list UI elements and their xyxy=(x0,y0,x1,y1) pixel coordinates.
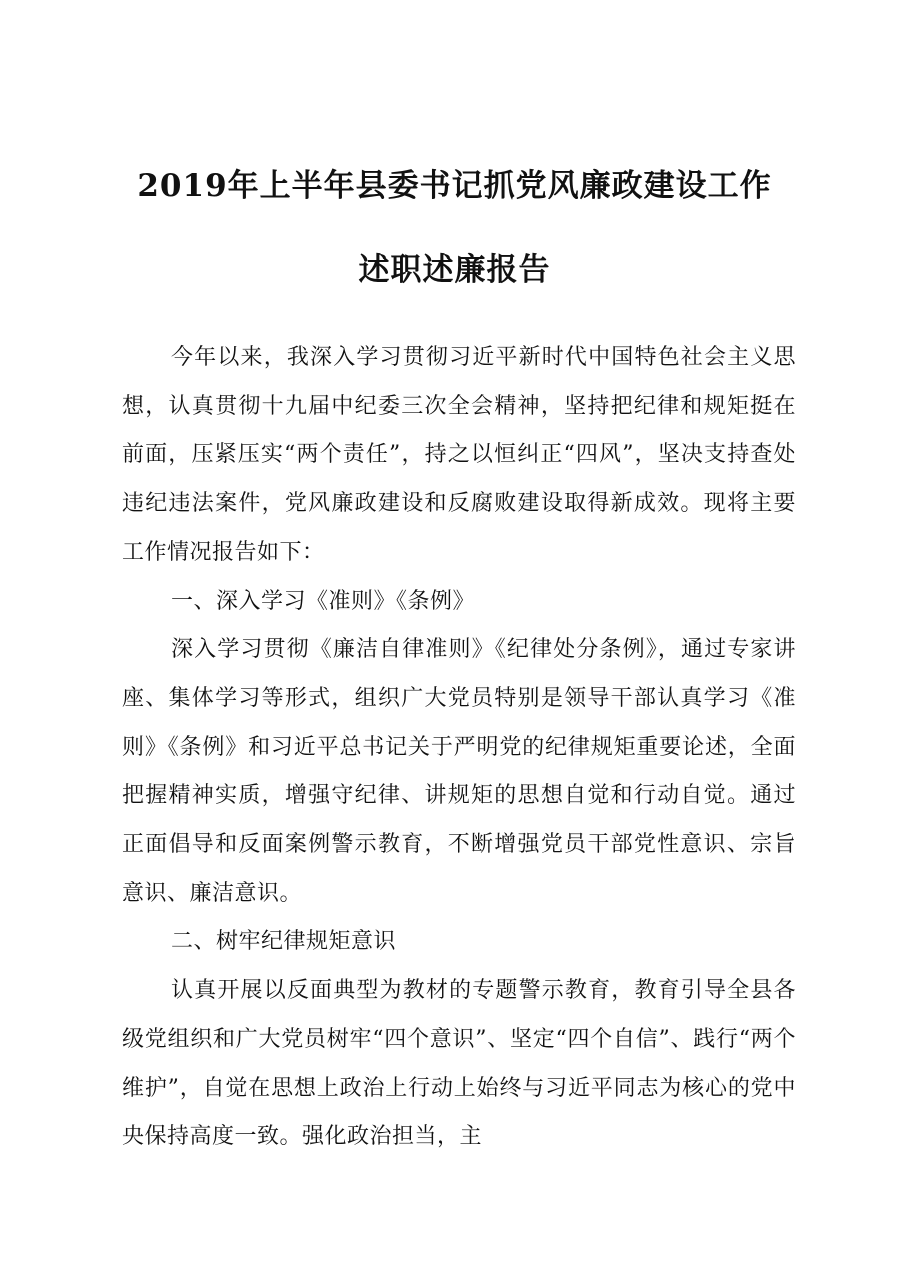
document-title-line-1: 2019年上半年县委书记抓党风廉政建设工作 xyxy=(137,168,772,204)
section-heading-2: 二、树牢纪律规矩意识 xyxy=(171,929,397,955)
document-title-line-2: 述职述廉报告 xyxy=(358,252,551,288)
section-2-paragraph: 认真开展以反面典型为教材的专题警示教育，教育引导全县各级党组织和广大党员树牢“四个意识”、坚定“四个自信”、践行“两个维护”，自觉在思想上政治上行动上始终与习近平同志为核心的党中央保持高度一致。强化政治担当，主 xyxy=(122,978,796,1150)
intro-paragraph: 今年以来，我深入学习贯彻习近平新时代中国特色社会主义思想，认真贯彻十九届中纪委三次全会精神，坚持把纪律和规矩挺在前面，压紧压实“两个责任”，持之以恒纠正“四风”，坚决支持查处违纪违法案件，党风廉政建设和反腐败建设取得新成效。现将主要工作情况报告如下： xyxy=(122,345,796,565)
document-body xyxy=(122,334,796,1162)
section-1-paragraph: 深入学习贯彻《廉洁自律准则》《纪律处分条例》，通过专家讲座、集体学习等形式，组织广大党员特别是领导干部认真学习《准则》《条例》和习近平总书记关于严明党的纪律规矩重要论述，全面把握精神实质，增强守纪律、讲规矩的思想自觉和行动自觉。通过正面倡导和反面案例警示教育，不断增强党员干部党性意识、宗旨意识、廉洁意识。 xyxy=(122,637,796,906)
section-heading-1: 一、深入学习《准则》《条例》 xyxy=(171,588,476,614)
